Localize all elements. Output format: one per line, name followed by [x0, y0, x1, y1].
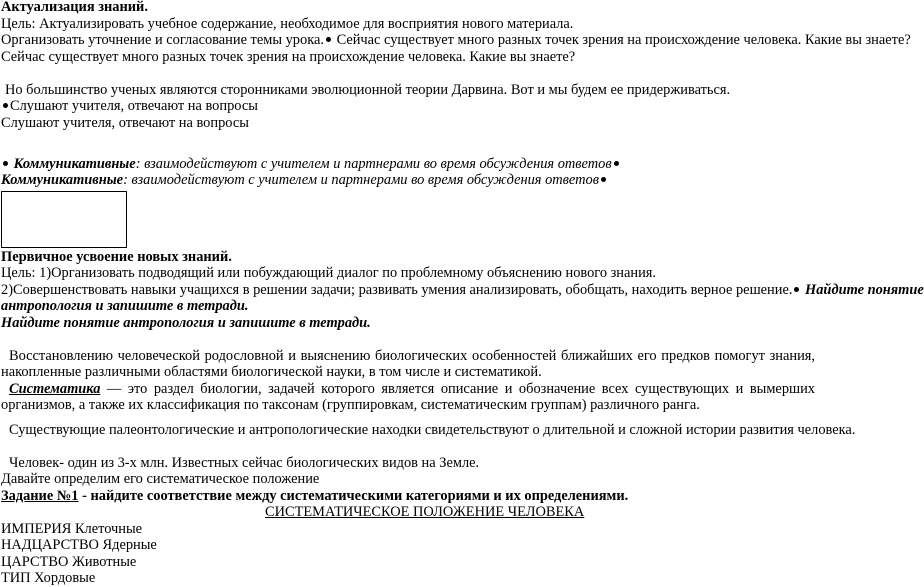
taxonomy-item: ТИП Хордовые	[1, 570, 96, 586]
organize-text: Организовать уточнение и согласование темы урока.	[1, 32, 324, 48]
goal-line-2	[1, 281, 924, 299]
students-line-a	[1, 98, 815, 115]
paragraph-systematics	[1, 381, 815, 414]
organize-line	[1, 32, 911, 49]
communicative-text: : взаимодействуют с учителем и партнерами во время обсуждения ответов	[135, 155, 612, 172]
communicative-label: Коммуникативные	[1, 172, 124, 188]
section-title-actualization: Актуализация знаний.	[1, 0, 148, 15]
goal-2-tail-a: Найдите понятие	[805, 281, 924, 298]
task-heading	[1, 488, 815, 505]
taxonomy-item: ИМПЕРИЯ Клеточные	[1, 520, 143, 537]
goal-2-text: 2)Совершенствовать навыки учащихся в решении задачи; развивать умения анализировать, обобщать, находить верное решение.	[1, 281, 793, 298]
goal-line-1: Цель: 1)Организовать подводящий или побуждающий диалог по проблемному объяснению нового знания.	[1, 265, 657, 281]
paragraph-genealogy: Восстановлению человеческой родословной и выяснению биологических особенностей ближайших его предков помогут знания, накопленные различными областями биологической науки, в том числе и систематикой.	[1, 347, 815, 380]
goal-2-tail-b: антропология и запишите в тетради.	[1, 298, 249, 314]
bullet-icon	[326, 37, 331, 42]
document-page	[1, 0, 924, 587]
empty-frame	[1, 191, 127, 248]
task-text: - найдите соответствие между систематическими категориями и их определениями.	[78, 487, 629, 504]
students-line-b: Слушают учителя, отвечают на вопросы	[1, 114, 249, 131]
communicative-line-a	[1, 156, 815, 173]
bullet-icon	[3, 103, 8, 108]
communicative-label: Коммуникативные	[13, 155, 136, 172]
paragraph-define: Давайте определим его систематическое положение	[1, 471, 320, 487]
taxonomy-item: ЦАРСТВО Животные	[1, 553, 137, 570]
darwin-line: Но большинство ученых являются сторонниками эволюционной теории Дарвина. Вот и мы будем ее придерживаться.	[5, 81, 731, 98]
bullet-icon	[3, 161, 8, 166]
question-line: Сейчас существует много разных точек зрения на происхождение человека. Какие вы знаете?	[1, 48, 576, 65]
bullet-icon	[614, 161, 619, 166]
students-text-a: Слушают учителя, отвечают на вопросы	[10, 98, 258, 114]
task-label: Задание №1	[1, 487, 79, 504]
taxonomy-item: НАДЦАРСТВО Ядерные	[1, 537, 157, 553]
systematics-definition: — это раздел биологии, задачей которого является описание и обозначение всех существующих и вымерших организмов, а также их классификация по таксонам (группировкам, систематическим группам) различного ранга.	[1, 380, 815, 413]
systematics-term: Систематика	[9, 380, 101, 397]
paragraph-findings: Существующие палеонтологические и антропологические находки свидетельствуют о длительной и сложной истории развития человека.	[9, 421, 856, 438]
task-line: Найдите понятие антропология и запишите в тетради.	[1, 314, 371, 331]
goal-line: Цель: Актуализировать учебное содержание, необходимое для восприятия нового материала.	[1, 15, 574, 32]
bullet-icon	[794, 287, 799, 292]
communicative-text: : взаимодействуют с учителем и партнерами во время обсуждения ответов	[123, 172, 599, 188]
paragraph-species: Человек- один из 3-х млн. Известных сейчас биологических видов на Земле.	[9, 454, 480, 471]
communicative-line-b	[1, 172, 815, 189]
bullet-icon	[601, 177, 606, 182]
taxonomy-heading: СИСТЕМАТИЧЕСКОЕ ПОЛОЖЕНИЕ ЧЕЛОВЕКА	[265, 504, 585, 520]
organize-tail: Сейчас существует много разных точек зрения на происхождение человека. Какие вы знаете?	[336, 32, 911, 48]
section-title-primary: Первичное усвоение новых знаний.	[1, 248, 232, 265]
